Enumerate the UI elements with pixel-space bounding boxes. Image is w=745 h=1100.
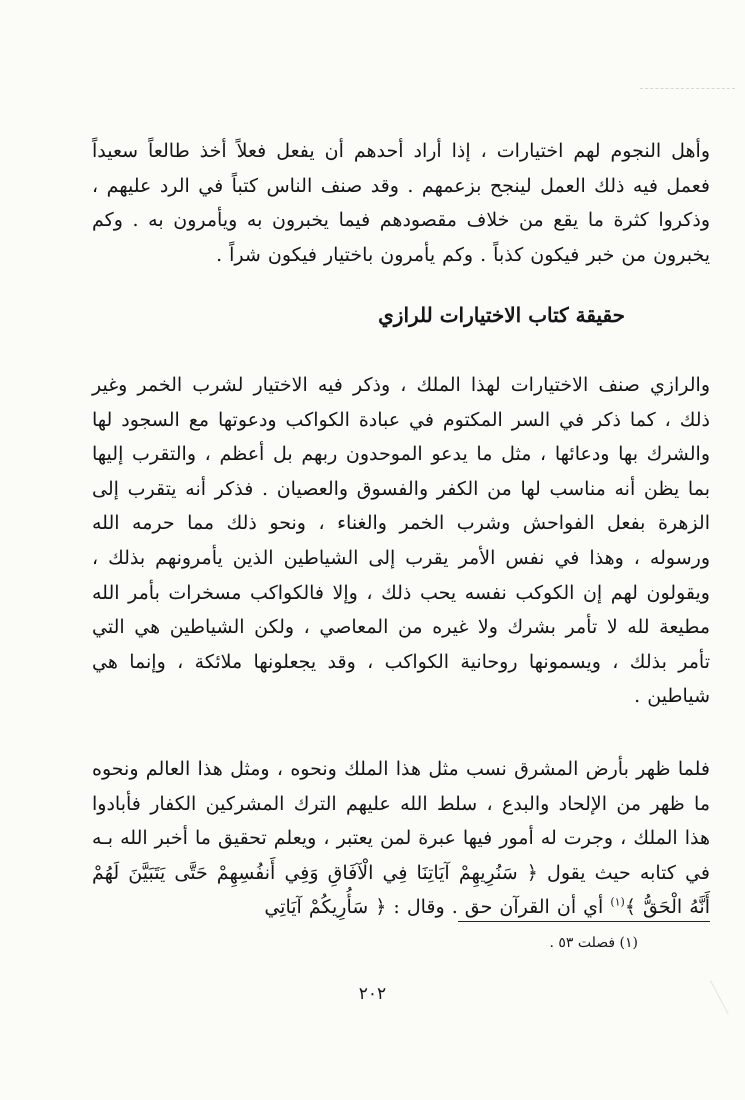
- page-number: ٢٠٢: [358, 984, 387, 1004]
- paragraph-astrology-choices: وأهل النجوم لهم اختيارات ، إذا أراد أحدهم أن يفعل فعلاً أخذ طالعاً سعيداً فعمل فيه ذلك العمل لينجح بزعمهم . وقد صنف الناس كتباً في الرد عليهم ، وذكروا كثرة ما يقع من خلاف مقصودهم فيما يخبرون به ويأمرون به . وكم يخبرون من خبر فيكون كذباً . وكم يأمرون باختيار فيكون شراً .: [92, 140, 710, 266]
- footnote-marker: (١): [610, 896, 625, 910]
- paragraph-text-before-note: فلما ظهر بأرض المشرق نسب مثل هذا الملك ونحوه ، ومثل هذا العالم ونحوه ما ظهر من الإلحاد والبدع ، سلط الله عليهم الترك المشركين الكفار فأبادوا هذا الملك ، وجرت له أمور فيها عبرة لمن يعتبر ، ويعلم تحقيق ما أخبر الله بـه في كتابه حيث يقول ﴿ سَنُرِيهِمْ آيَاتِنَا فِي الْآفَاقِ وَفِي أَنفُسِهِمْ حَتَّى يَتَبَيَّنَ لَهُمْ أَنَّهُ الْحَقُّ ﴾: [92, 758, 710, 919]
- paragraph-text-after-note: أي أن القرآن حق . وقال : ﴿ سَأُرِيكُمْ آيَاتِي: [264, 896, 611, 919]
- paragraph-razi-book: والرازي صنف الاختيارات لهذا الملك ، وذكر فيه الاختيار لشرب الخمر وغير ذلك ، كما ذكر في السر المكتوم في عبادة الكواكب ودعوتها مع السجود لها والشرك بها ودعائها ، مثل ما يدعو الموحدون ربهم بل أعظم ، والتقرب إليها بما يظن أنه مناسب لها من الكفر والفسوق والعصيان . فذكر أنه يتقرب إلى الزهرة بفعل الفواحش وشرب الخمر والغناء ، ونحو ذلك مما حرمه الله ورسوله ، وهذا في نفس الأمر يقرب إلى الشياطين الذين يأمرونهم بذلك ، ويقولون لهم إن الكوكب نفسه يحب ذلك ، وإلا فالكواكب مسخرات بأمر الله مطيعة لله لا تأمر بشرك ولا غيره من المعاصي ، ولكن الشياطين هي التي تأمر بذلك ، ويسمونها روحانية الكواكب ، وقد يجعلونها ملائكة ، وإنما هي شياطين .: [92, 374, 710, 708]
- paragraph-eastern-lands: [92, 752, 710, 925]
- footnote: (١) فصلت ٥٣ .: [549, 935, 638, 951]
- section-heading: حقيقة كتاب الاختيارات للرازي: [378, 303, 625, 327]
- footnote-separator: [458, 921, 710, 922]
- scan-mark: [640, 88, 735, 89]
